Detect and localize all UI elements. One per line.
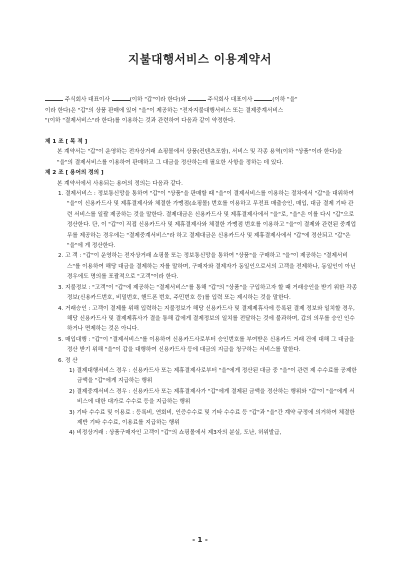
article-2-heading: 제 2 조 [ 용어의 정의 ]: [45, 170, 104, 177]
intro-line-1: [45, 94, 358, 106]
intro-party-b-alias: (이하 "을": [272, 97, 298, 103]
definition-item: 3. 지불정보 : "고객"이 "갑"에 제공하는 "결제서비스"를 통해 "갑"의 "상품"을 구입하고자 할 때 거래승인을 받기 위한 각종 정보(신용카드번호, 비밀번호, 핸드폰 번호, 주민번호 등)를 입력 또는 제시하는 것을 말한다.: [58, 284, 358, 302]
intro-party-b-label: 주식회사 대표이사: [207, 97, 253, 103]
contract-body: [45, 137, 358, 439]
settlement-subitem: 3) 기타 수수료 및 이용료 : 등록비, 연회비, 인증수수료 및 기타 수수료 등 "갑"과 "을"간 계약 규정에 의거하여 체결한 제반 기타 수수료, 이용료를 지급하는 행위: [69, 409, 355, 426]
definition-item: 1. 결제서비스 : 정보통신망을 통하여 "갑"이 "상품"을 판매할 때 "을"이 결제서비스를 이용하는 절차에서 "갑"을 대위하여 "을"이 신용카드사 및 제휴결제사와 체결한 가맹점(쇼핑몰) 번호를 이용하고 무전표 매출승인, 매입, 대금 결제 기타 관련 서비스를 일괄 제공하는 것을 말한다. 결제대금은 신용카드사 및 제휴결제사에서 "을"로, "을"은 이를 다시 "갑"으로 정산한다. 단, 이 "갑"이 직접 신용카드사 및 제휴결제사와 체결한 가맹점 번호를 이용하고 "을"이 결제와 관련된 중계업무를 제공하는 경우에는 "결제중계서비스"라 하고 결제대금은 신용카드사 및 제휴결제사에서 "갑"에 정산되고 "갑"은 "을"에 게 정산한다.: [58, 191, 357, 250]
intro-paragraph: [45, 94, 358, 127]
blank-field: [112, 94, 130, 101]
blank-field: [45, 94, 63, 101]
article-1-body: 본 계약서는 "갑"이 운영하는 전자상거래 쇼핑몰에서 상품(컨텐츠포함), 서비스 및 각종 용역(이하 "상품"이라 한다)을 "을"의 결제서비스를 이용하여 판매하고 그 대금을 정산하는데 필요한 사항을 정하는 데 있다.: [57, 149, 343, 166]
page-number: - 1 -: [192, 536, 208, 544]
blank-field: [254, 94, 272, 101]
definition-item: 2. 고 객 : "갑"이 운영하는 전자상거래 쇼핑몰 또는 정보통신망을 통하여 "상품"을 구매하고 "을"이 제공하는 "결제서비스"를 이용하여 해당 대금을 결제하는 자를 말하며, 구매자와 결제자가 동일인으로서의 고객을 전제하나, 동일인이 아닌 경우에도 명의를 포괄적으로 "고객"이라 한다.: [58, 253, 356, 281]
intro-party-a-alias: (이하 "갑"이라 한다)와: [129, 97, 186, 103]
article-1-heading: 제 1 조 [ 목 적 ]: [45, 139, 88, 145]
settlement-subitem: 4) 비정상거래 : 상품구매자인 고객이 "갑"의 쇼핑몰에서 제3자의 분실, 도난, 허위발급,: [69, 430, 282, 437]
settlement-subitem: 1) 결제대행서비스 경우 : 신용카드사 또는 제휴결제사로부터 "을"에게 정산된 대금 중 "을"이 관련 제 수수료를 공제한 금액을 "갑"에게 지급하는 행위: [69, 367, 357, 385]
definition-item: 6. 정 산: [58, 357, 78, 364]
definition-item: 5. 매입대행 : "갑"이 "결제서비스"를 이용하여 신용카드사로부터 승인번호를 부여받은 신용카드 거래 건에 대해 그 대금을 정산 받기 위해 "을"이 갑을 대행하여 신용카드사 등에 대금의 지급을 청구하는 서비스를 말한다.: [58, 336, 355, 354]
definition-item: 4. 거래승인 : 고객이 결제를 위해 입력하는 지불정보가 해당 신용카드사 및 결제제휴사에 등록된 결제 정보와 일치할 경우, 해당 신용카드사 및 결제제휴사가 결을 통해 갑에게 결제정보의 일치를 전달하는 것에 불과하며, 갑의 의무를 승인 인수하거나 면제하는 것은 아니다.: [58, 305, 355, 333]
settlement-subitem: 2) 결제중계서비스 경우 : 신용카드사 또는 제휴결제사가 "갑"에게 결제된 금액을 정산하는 행위와 "갑"이 "을"에게 서비스에 대한 대가로 수수료 등을 지급하는 행위: [69, 388, 355, 406]
blank-field: [188, 94, 206, 101]
article-2-lead: 본 계약서에서 사용되는 용어의 정의는 다음과 같다.: [57, 180, 183, 187]
intro-party-a-label: 주식회사 대표이사: [64, 97, 110, 103]
intro-line-2: 이라 한다)은 "갑"의 상품 판매에 있어 "을"이 제공하는 "전자지불대행서비스 또는 결제중계서비스: [45, 107, 284, 114]
page-title: 지불대행서비스 이용계약서: [128, 52, 272, 66]
intro-line-3: "(이하 "결제서비스"라 한다)를 이용하는 것과 관련하여 다음과 같이 약정한다.: [45, 118, 236, 124]
